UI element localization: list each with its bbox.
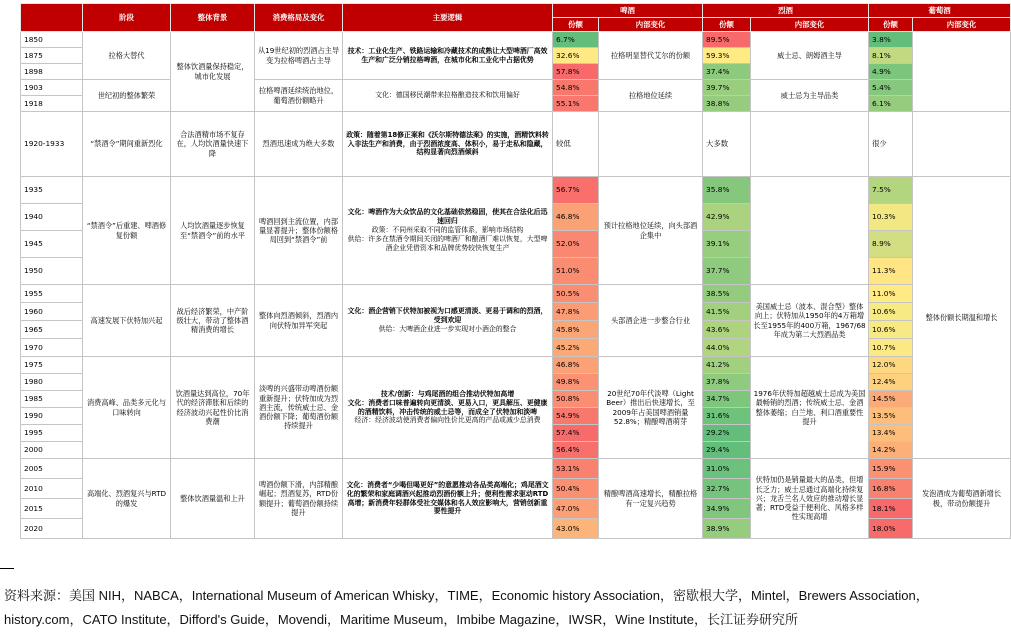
beer-share-cell: 较低 — [553, 112, 599, 177]
beer-share-cell: 43.0% — [553, 519, 599, 539]
wine-internal-cell: 整体份额长期温和增长 — [913, 177, 1011, 459]
logic-cell — [343, 177, 553, 285]
header-spirits-share: 份额 — [703, 18, 751, 32]
wine-share-cell: 6.1% — [869, 96, 913, 112]
beer-share-cell: 56.7% — [553, 177, 599, 204]
spirits-share-cell: 32.7% — [703, 479, 751, 499]
spirits-share-cell: 29.4% — [703, 442, 751, 459]
stage-cell: 高端化、烈酒复兴与RTD的爆发 — [83, 459, 171, 539]
logic-cell — [343, 285, 553, 357]
alcohol-consumption-table — [20, 3, 1011, 539]
pattern-cell: 从19世纪初的烈酒占主导变为拉格啤酒占主导 — [255, 32, 343, 80]
header-logic: 主要逻辑 — [343, 4, 553, 32]
header-wine-internal: 内部变化 — [913, 18, 1011, 32]
beer-internal-cell: 拉格地位延续 — [599, 80, 703, 112]
footnote-divider — [0, 568, 14, 569]
wine-share-cell: 7.5% — [869, 177, 913, 204]
wine-share-cell: 14.5% — [869, 391, 913, 408]
year-cell: 1935 — [21, 177, 83, 204]
spirits-share-cell: 41.2% — [703, 357, 751, 374]
year-cell: 1990 — [21, 408, 83, 425]
wine-internal-empty — [913, 32, 1011, 112]
wine-share-cell: 4.9% — [869, 64, 913, 80]
year-cell: 2010 — [21, 479, 83, 499]
background-cell: 饮酒量达到高位，70年代的经济滞胀和后续的经济波动兴起性价比消费潮 — [171, 357, 255, 459]
header-wine-share: 份额 — [869, 18, 913, 32]
stage-cell: 高速发展下伏特加兴起 — [83, 285, 171, 357]
spirits-share-cell: 39.1% — [703, 231, 751, 258]
stage-cell: 拉格大替代 — [83, 32, 171, 80]
beer-internal-cell: 拉格明显替代艾尔的份额 — [599, 32, 703, 80]
wine-share-cell: 3.8% — [869, 32, 913, 48]
beer-share-cell: 47.0% — [553, 499, 599, 519]
header-beer-share: 份额 — [553, 18, 599, 32]
year-cell: 1965 — [21, 321, 83, 339]
wine-share-cell: 10.7% — [869, 339, 913, 357]
spirits-share-cell: 38.8% — [703, 96, 751, 112]
year-cell: 1955 — [21, 285, 83, 303]
year-cell: 1985 — [21, 391, 83, 408]
pattern-cell: 整体向烈酒倾斜，烈酒内向伏特加异军突起 — [255, 285, 343, 357]
wine-share-cell: 8.1% — [869, 48, 913, 64]
beer-share-cell: 53.1% — [553, 459, 599, 479]
spirits-internal-cell: 1976年伏特加超越威士忌成为美国最畅销的烈酒；传统威士忌、金酒整体萎缩；白兰地、利口酒重要性提升 — [751, 357, 869, 459]
logic-policy: 政策：不同州采取不同的监管体系，影响市场结构 — [371, 226, 524, 235]
pattern-cell: 啤酒份额下滑，内部精酿崛起；烈酒复苏，RTD份额提升；葡萄酒份额持续提升 — [255, 459, 343, 539]
spirits-share-cell: 38.5% — [703, 285, 751, 303]
logic-cell: 文化：德国移民潮带来拉格酿造技术和饮用偏好 — [343, 80, 553, 112]
logic-cell — [343, 112, 553, 177]
spirits-share-cell: 29.2% — [703, 425, 751, 442]
year-cell: 1970 — [21, 339, 83, 357]
spirits-internal-cell: 伏特加仍是销量最大的品类，但增长乏力；威士忌通过高端化持续复兴；龙舌兰名人效应的推动增长显著；RTD受益于便利化、风格多样性实现高增 — [751, 459, 869, 539]
beer-share-cell: 6.7% — [553, 32, 599, 48]
wine-share-cell: 11.0% — [869, 285, 913, 303]
beer-share-cell: 50.4% — [553, 479, 599, 499]
stage-cell: “禁酒令”期间重新烈化 — [83, 112, 171, 177]
beer-internal-cell: 20世纪70年代淡啤（Light Beer）推出后快速增长，至2009年占美国啤酒销量52.8%；精酿啤酒萌芽 — [599, 357, 703, 459]
year-cell: 1940 — [21, 204, 83, 231]
logic-supply: 供给：大啤酒企业进一步实现对小酒企的整合 — [378, 324, 517, 333]
logic-econ: 经济：经济波动使消费者偏向性价比更高的产品或减少总消费 — [354, 416, 541, 425]
wine-internal-cell: 发泡酒成为葡萄酒新增长极，带动份额提升 — [913, 459, 1011, 539]
beer-internal-empty — [599, 112, 703, 177]
logic-culture: 文化：酒企营销下伏特加被视为口感更清淡、更易于调和的烈酒，受到欢迎 — [347, 307, 548, 325]
year-cell: 1975 — [21, 357, 83, 374]
wine-share-cell: 18.1% — [869, 499, 913, 519]
background-cell: 整体饮酒量温和上升 — [171, 459, 255, 539]
spirits-share-cell: 37.8% — [703, 374, 751, 391]
beer-share-cell: 45.2% — [553, 339, 599, 357]
stage-cell: 世纪初的整体繁荣 — [83, 80, 171, 112]
beer-share-cell: 52.0% — [553, 231, 599, 258]
year-cell: 2015 — [21, 499, 83, 519]
wine-share-cell: 10.3% — [869, 204, 913, 231]
stage-cell: 消费高峰、品类多元化与口味转向 — [83, 357, 171, 459]
beer-internal-cell: 精酿啤酒高速增长，精酿拉格有一定复兴趋势 — [599, 459, 703, 539]
spirits-share-cell: 59.3% — [703, 48, 751, 64]
stage-cell: “禁酒令”后重建、啤酒修复份额 — [83, 177, 171, 285]
year-cell: 2020 — [21, 519, 83, 539]
year-cell: 1898 — [21, 64, 83, 80]
wine-share-cell: 10.6% — [869, 321, 913, 339]
logic-culture: 文化：消费者“少喝但喝更好”的意愿推动各品类高端化；鸡尾酒文化的繁荣和家庭调酒兴起推动烈酒份额上升；便利性需求驱动RTD高增；新消费年轻群体受社交媒体和名人效应影响大，营销创新重要性提升 — [346, 480, 549, 516]
spirits-share-cell: 37.7% — [703, 258, 751, 285]
logic-culture: 文化：啤酒作为大众饮品的文化基础依然稳固，使其在合法化后迅速回归 — [347, 208, 548, 226]
year-cell: 2005 — [21, 459, 83, 479]
header-beer: 啤酒 — [553, 4, 703, 18]
year-cell: 1918 — [21, 96, 83, 112]
beer-share-cell: 56.4% — [553, 442, 599, 459]
beer-share-cell: 51.0% — [553, 258, 599, 285]
wine-share-cell: 12.4% — [869, 374, 913, 391]
year-cell: 1875 — [21, 48, 83, 64]
pattern-cell: 淡啤的兴盛带动啤酒份额重新提升；伏特加成为烈酒主流，传统威士忌、金酒份额下降；葡萄酒份额持续提升 — [255, 357, 343, 459]
beer-internal-cell: 预计拉格地位延续，向头部酒企集中 — [599, 177, 703, 285]
spirits-internal-cell: 威士忌为主导品类 — [751, 80, 869, 112]
beer-share-cell: 49.8% — [553, 374, 599, 391]
spirits-share-cell: 41.5% — [703, 303, 751, 321]
spirits-internal-empty — [751, 177, 869, 285]
logic-policy: 政策：随着第18修正案和《沃尔斯特德法案》的实施，酒精饮料转入非法生产和消费，由于烈酒浓度高、体积小，易于走私和隐藏，结构显著向烈酒倾斜 — [346, 130, 549, 157]
spirits-internal-cell: 威士忌、朗姆酒主导 — [751, 32, 869, 80]
header-wine: 葡萄酒 — [869, 4, 1011, 18]
spirits-share-cell: 31.0% — [703, 459, 751, 479]
spirits-share-cell: 38.9% — [703, 519, 751, 539]
wine-internal-empty — [913, 112, 1011, 177]
year-cell: 1980 — [21, 374, 83, 391]
spirits-share-cell: 31.6% — [703, 408, 751, 425]
beer-share-cell: 57.8% — [553, 64, 599, 80]
wine-share-cell: 18.0% — [869, 519, 913, 539]
year-cell: 1920-1933 — [21, 112, 83, 177]
header-year — [21, 4, 83, 32]
beer-share-cell: 57.4% — [553, 425, 599, 442]
spirits-share-cell: 42.9% — [703, 204, 751, 231]
wine-share-cell: 16.8% — [869, 479, 913, 499]
spirits-internal-empty — [751, 112, 869, 177]
logic-cell — [343, 32, 553, 80]
header-background: 整体背景 — [171, 4, 255, 32]
year-cell: 1945 — [21, 231, 83, 258]
wine-share-cell: 13.4% — [869, 425, 913, 442]
pattern-cell: 烈酒迅速成为绝大多数 — [255, 112, 343, 177]
beer-share-cell: 45.8% — [553, 321, 599, 339]
beer-share-cell: 50.5% — [553, 285, 599, 303]
year-cell: 1903 — [21, 80, 83, 96]
spirits-share-cell: 43.6% — [703, 321, 751, 339]
spirits-share-cell: 34.7% — [703, 391, 751, 408]
beer-share-cell: 32.6% — [553, 48, 599, 64]
logic-cell — [343, 459, 553, 539]
wine-share-cell: 11.3% — [869, 258, 913, 285]
wine-share-cell: 很少 — [869, 112, 913, 177]
background-cell: 合法酒精市场不复存在，人均饮酒量快速下降 — [171, 112, 255, 177]
pattern-cell: 拉格啤酒延续统治地位，葡萄酒份额略升 — [255, 80, 343, 112]
header-spirits: 烈酒 — [703, 4, 869, 18]
logic-culture: 文化：消费者口味普遍转向更清淡、更易入口，更具解压、更健康的酒精饮料，冲击传统的威士忌等，而成全了伏特加和淡啤 — [347, 398, 548, 416]
background-cell: 战后经济繁荣，中产阶级壮大，带动了整体酒精消费的增长 — [171, 285, 255, 357]
beer-share-cell: 54.9% — [553, 408, 599, 425]
wine-share-cell: 8.9% — [869, 231, 913, 258]
logic-tech: 技术/创新：与鸡尾酒的组合推动伏特加高增 — [380, 389, 515, 398]
source-line-2: history.com，CATO Institute，Difford's Guide，Movendi，Maritime Museum，Imbibe Magazine，IWSR，Wine Institute，长江证券研究所 — [4, 612, 799, 627]
spirits-share-cell: 37.4% — [703, 64, 751, 80]
source-note — [4, 584, 1009, 632]
wine-share-cell: 10.6% — [869, 303, 913, 321]
spirits-share-cell: 35.8% — [703, 177, 751, 204]
beer-share-cell: 47.8% — [553, 303, 599, 321]
beer-share-cell: 55.1% — [553, 96, 599, 112]
wine-share-cell: 14.2% — [869, 442, 913, 459]
year-cell: 1995 — [21, 425, 83, 442]
beer-share-cell: 46.8% — [553, 204, 599, 231]
logic-tech: 技术：工业化生产、铁路运输和冷藏技术的成熟让大型啤酒厂高效生产和广泛分销拉格啤酒，在城市化和工业化中占据优势 — [347, 46, 548, 64]
logic-supply: 供给：许多在禁酒令期间关闭的啤酒厂和酿酒厂难以恢复，大型啤酒企业凭借资本和品牌优势较快恢复生产 — [347, 234, 548, 252]
pattern-cell: 啤酒回到主流位置，内部量显著提升；整体份额格局回到“禁酒令”前 — [255, 177, 343, 285]
beer-share-cell: 54.8% — [553, 80, 599, 96]
spirits-share-cell: 39.7% — [703, 80, 751, 96]
beer-share-cell: 46.8% — [553, 357, 599, 374]
spirits-share-cell: 44.0% — [703, 339, 751, 357]
logic-cell — [343, 357, 553, 459]
year-cell: 1950 — [21, 258, 83, 285]
year-cell: 2000 — [21, 442, 83, 459]
spirits-share-cell: 大多数 — [703, 112, 751, 177]
spirits-internal-cell: 美国威士忌（波本、混合型）整体向上；伏特加从1950年的4万箱增长至1955年的400万箱，1967/68年成为第二大烈酒品类 — [751, 285, 869, 357]
beer-share-cell: 50.8% — [553, 391, 599, 408]
header-beer-internal: 内部变化 — [599, 18, 703, 32]
wine-share-cell: 15.9% — [869, 459, 913, 479]
beer-internal-cell: 头部酒企进一步整合行业 — [599, 285, 703, 357]
wine-share-cell: 5.4% — [869, 80, 913, 96]
wine-share-cell: 12.0% — [869, 357, 913, 374]
year-cell: 1960 — [21, 303, 83, 321]
wine-share-cell: 13.5% — [869, 408, 913, 425]
year-cell: 1850 — [21, 32, 83, 48]
spirits-share-cell: 34.9% — [703, 499, 751, 519]
background-cell: 人均饮酒量逐步恢复至“禁酒令”前的水平 — [171, 177, 255, 285]
background-cell: 整体饮酒量保持稳定，城市化发展 — [171, 32, 255, 112]
header-pattern: 消费格局及变化 — [255, 4, 343, 32]
source-line-1: 资料来源：美国 NIH，NABCA，International Museum of American Whisky，TIME，Economic history Association，密歇根大学，Mintel，Brewers Association， — [4, 588, 929, 603]
header-stage: 阶段 — [83, 4, 171, 32]
spirits-share-cell: 89.5% — [703, 32, 751, 48]
header-spirits-internal: 内部变化 — [751, 18, 869, 32]
